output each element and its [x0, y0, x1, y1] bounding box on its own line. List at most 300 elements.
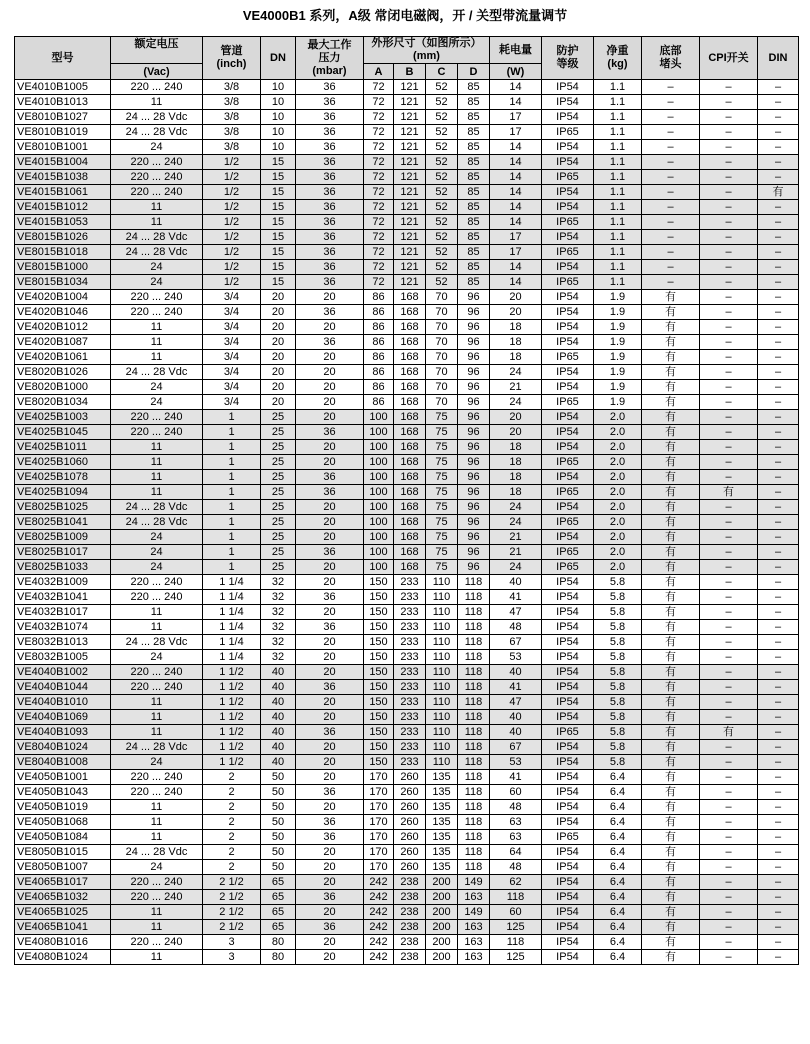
cell-protection: IP54 — [542, 230, 594, 245]
cell-protection: IP54 — [542, 770, 594, 785]
cell-dim-b: 168 — [394, 425, 426, 440]
cell-bottom-plug: 有 — [642, 590, 700, 605]
cell-protection: IP54 — [542, 860, 594, 875]
cell-dn: 25 — [261, 470, 296, 485]
cell-protection: IP54 — [542, 905, 594, 920]
cell-dim-c: 52 — [426, 95, 458, 110]
cell-dim-a: 150 — [364, 695, 394, 710]
cell-dim-b: 168 — [394, 530, 426, 545]
cell-din: – — [758, 710, 799, 725]
cell-pipe: 3/4 — [203, 320, 261, 335]
cell-dim-d: 118 — [458, 755, 490, 770]
cell-dim-d: 85 — [458, 260, 490, 275]
cell-cpi-switch: – — [700, 575, 758, 590]
cell-weight: 6.4 — [594, 845, 642, 860]
cell-dim-a: 86 — [364, 305, 394, 320]
cell-weight: 5.8 — [594, 710, 642, 725]
cell-weight: 6.4 — [594, 935, 642, 950]
cell-pressure: 20 — [296, 395, 364, 410]
cell-protection: IP65 — [542, 395, 594, 410]
cell-dim-c: 135 — [426, 815, 458, 830]
cell-pipe: 3/4 — [203, 380, 261, 395]
cell-bottom-plug: 有 — [642, 710, 700, 725]
cell-dn: 50 — [261, 830, 296, 845]
cell-power: 60 — [490, 905, 542, 920]
cell-pipe: 1/2 — [203, 215, 261, 230]
cell-model: VE4032B1074 — [15, 620, 111, 635]
cell-cpi-switch: – — [700, 530, 758, 545]
cell-dn: 50 — [261, 845, 296, 860]
cell-dim-c: 52 — [426, 80, 458, 95]
cell-dim-b: 121 — [394, 260, 426, 275]
cell-model: VE8025B1025 — [15, 500, 111, 515]
cell-dim-a: 242 — [364, 935, 394, 950]
table-row — [15, 710, 799, 725]
cell-din: – — [758, 920, 799, 935]
cell-pipe: 1 1/4 — [203, 605, 261, 620]
cell-dim-d: 85 — [458, 125, 490, 140]
cell-cpi-switch: – — [700, 455, 758, 470]
cell-protection: IP54 — [542, 680, 594, 695]
cell-cpi-switch: – — [700, 740, 758, 755]
cell-pipe: 2 — [203, 860, 261, 875]
cell-dim-a: 72 — [364, 230, 394, 245]
cell-pressure: 20 — [296, 515, 364, 530]
cell-pressure: 20 — [296, 755, 364, 770]
cell-protection: IP54 — [542, 815, 594, 830]
table-row — [15, 905, 799, 920]
cell-cpi-switch: – — [700, 800, 758, 815]
cell-dim-d: 96 — [458, 545, 490, 560]
cell-dn: 65 — [261, 920, 296, 935]
cell-model: VE8025B1033 — [15, 560, 111, 575]
cell-protection: IP65 — [542, 170, 594, 185]
table-row — [15, 845, 799, 860]
cell-dim-c: 70 — [426, 365, 458, 380]
cell-dim-b: 168 — [394, 350, 426, 365]
cell-din: – — [758, 230, 799, 245]
cell-model: VE4020B1012 — [15, 320, 111, 335]
cell-dim-c: 75 — [426, 410, 458, 425]
cell-weight: 1.1 — [594, 230, 642, 245]
cell-dim-a: 100 — [364, 530, 394, 545]
cell-dim-d: 96 — [458, 335, 490, 350]
cell-bottom-plug: 有 — [642, 575, 700, 590]
cell-power: 18 — [490, 470, 542, 485]
cell-dim-c: 135 — [426, 860, 458, 875]
cell-voltage: 24 ... 28 Vdc — [111, 845, 203, 860]
cell-cpi-switch: – — [700, 320, 758, 335]
header-dims — [364, 37, 490, 64]
header-plug-label2: 堵头 — [659, 58, 682, 70]
cell-dim-b: 233 — [394, 710, 426, 725]
cell-power: 18 — [490, 335, 542, 350]
cell-din: – — [758, 650, 799, 665]
table-row — [15, 590, 799, 605]
cell-dim-d: 118 — [458, 740, 490, 755]
cell-bottom-plug: 有 — [642, 890, 700, 905]
cell-model: VE8010B1019 — [15, 125, 111, 140]
cell-dim-d: 118 — [458, 860, 490, 875]
cell-dim-a: 150 — [364, 650, 394, 665]
cell-dn: 20 — [261, 365, 296, 380]
cell-dim-b: 121 — [394, 140, 426, 155]
header-din: DIN — [758, 37, 799, 80]
cell-dn: 15 — [261, 200, 296, 215]
cell-cpi-switch: – — [700, 380, 758, 395]
cell-dim-a: 150 — [364, 665, 394, 680]
table-row — [15, 635, 799, 650]
cell-dim-c: 52 — [426, 125, 458, 140]
cell-pipe: 3/4 — [203, 365, 261, 380]
cell-pressure: 36 — [296, 110, 364, 125]
cell-pipe: 1 1/4 — [203, 590, 261, 605]
cell-dim-a: 72 — [364, 140, 394, 155]
cell-cpi-switch: – — [700, 245, 758, 260]
cell-din: – — [758, 305, 799, 320]
cell-din: – — [758, 470, 799, 485]
cell-dim-a: 86 — [364, 290, 394, 305]
cell-din: – — [758, 395, 799, 410]
cell-dn: 25 — [261, 500, 296, 515]
cell-cpi-switch: – — [700, 665, 758, 680]
cell-power: 41 — [490, 590, 542, 605]
cell-dim-a: 242 — [364, 950, 394, 965]
cell-protection: IP65 — [542, 560, 594, 575]
cell-dim-a: 170 — [364, 845, 394, 860]
cell-power: 18 — [490, 350, 542, 365]
cell-voltage: 11 — [111, 710, 203, 725]
cell-cpi-switch: – — [700, 950, 758, 965]
cell-protection: IP54 — [542, 140, 594, 155]
cell-dim-c: 110 — [426, 680, 458, 695]
cell-dim-c: 70 — [426, 350, 458, 365]
cell-pressure: 20 — [296, 800, 364, 815]
cell-model: VE4040B1010 — [15, 695, 111, 710]
cell-dim-b: 121 — [394, 215, 426, 230]
cell-pipe: 2 — [203, 845, 261, 860]
cell-dim-d: 118 — [458, 635, 490, 650]
cell-pressure: 20 — [296, 560, 364, 575]
cell-dim-b: 168 — [394, 320, 426, 335]
cell-dim-c: 135 — [426, 770, 458, 785]
cell-dn: 50 — [261, 860, 296, 875]
cell-power: 118 — [490, 890, 542, 905]
cell-pressure: 36 — [296, 920, 364, 935]
cell-dim-b: 168 — [394, 395, 426, 410]
cell-voltage: 24 ... 28 Vdc — [111, 515, 203, 530]
cell-weight: 1.1 — [594, 125, 642, 140]
cell-pressure: 20 — [296, 635, 364, 650]
cell-dim-a: 100 — [364, 470, 394, 485]
cell-dn: 15 — [261, 245, 296, 260]
page-title: VE4000B1 系列，A级 常闭电磁阀，开 / 关型带流量调节 — [242, 8, 568, 23]
table-row — [15, 815, 799, 830]
cell-cpi-switch: – — [700, 365, 758, 380]
cell-voltage: 24 ... 28 Vdc — [111, 365, 203, 380]
cell-voltage: 24 — [111, 395, 203, 410]
cell-dn: 15 — [261, 230, 296, 245]
cell-power: 48 — [490, 800, 542, 815]
cell-model: VE8020B1000 — [15, 380, 111, 395]
cell-cpi-switch: – — [700, 110, 758, 125]
cell-power: 41 — [490, 680, 542, 695]
cell-pipe: 1 1/2 — [203, 665, 261, 680]
cell-pipe: 1 — [203, 515, 261, 530]
cell-protection: IP54 — [542, 200, 594, 215]
cell-dim-a: 72 — [364, 200, 394, 215]
cell-voltage: 11 — [111, 440, 203, 455]
cell-din: – — [758, 695, 799, 710]
cell-pipe: 1 1/4 — [203, 635, 261, 650]
cell-din: – — [758, 155, 799, 170]
cell-pressure: 36 — [296, 335, 364, 350]
header-dim-a: A — [364, 64, 394, 80]
cell-cpi-switch: – — [700, 95, 758, 110]
cell-dim-d: 85 — [458, 110, 490, 125]
cell-weight: 6.4 — [594, 920, 642, 935]
table-row — [15, 830, 799, 845]
cell-voltage: 11 — [111, 695, 203, 710]
cell-bottom-plug: 有 — [642, 350, 700, 365]
spec-table-body — [15, 80, 799, 965]
table-row — [15, 410, 799, 425]
cell-dn: 20 — [261, 335, 296, 350]
table-row — [15, 890, 799, 905]
cell-bottom-plug: 有 — [642, 335, 700, 350]
cell-model: VE8025B1017 — [15, 545, 111, 560]
table-row — [15, 860, 799, 875]
cell-pressure: 36 — [296, 830, 364, 845]
cell-dim-d: 118 — [458, 620, 490, 635]
cell-din: – — [758, 320, 799, 335]
cell-din: – — [758, 620, 799, 635]
cell-pipe: 1 — [203, 500, 261, 515]
cell-dim-a: 72 — [364, 260, 394, 275]
cell-dn: 40 — [261, 665, 296, 680]
cell-dn: 10 — [261, 110, 296, 125]
cell-voltage: 11 — [111, 920, 203, 935]
cell-weight: 1.1 — [594, 215, 642, 230]
cell-bottom-plug: – — [642, 275, 700, 290]
cell-dim-a: 100 — [364, 515, 394, 530]
table-row — [15, 185, 799, 200]
cell-dim-d: 96 — [458, 350, 490, 365]
cell-pipe: 1 1/4 — [203, 620, 261, 635]
cell-protection: IP54 — [542, 710, 594, 725]
cell-din: – — [758, 845, 799, 860]
cell-protection: IP54 — [542, 890, 594, 905]
cell-voltage: 24 — [111, 560, 203, 575]
cell-pressure: 20 — [296, 575, 364, 590]
cell-voltage: 220 ... 240 — [111, 575, 203, 590]
header-pipe-label: 管道 — [220, 45, 243, 57]
cell-dim-d: 163 — [458, 935, 490, 950]
header-pipe-unit: (inch) — [216, 58, 247, 70]
cell-dim-d: 85 — [458, 245, 490, 260]
cell-power: 17 — [490, 110, 542, 125]
cell-pressure: 36 — [296, 890, 364, 905]
cell-dim-c: 75 — [426, 560, 458, 575]
cell-dim-d: 96 — [458, 395, 490, 410]
table-row — [15, 620, 799, 635]
cell-power: 67 — [490, 740, 542, 755]
cell-cpi-switch: – — [700, 905, 758, 920]
cell-dn: 10 — [261, 140, 296, 155]
cell-cpi-switch: – — [700, 635, 758, 650]
cell-pipe: 2 1/2 — [203, 890, 261, 905]
cell-voltage: 220 ... 240 — [111, 305, 203, 320]
cell-pipe: 1/2 — [203, 200, 261, 215]
header-dn: DN — [261, 37, 296, 80]
cell-weight: 1.1 — [594, 245, 642, 260]
cell-dim-b: 168 — [394, 365, 426, 380]
cell-dim-a: 170 — [364, 785, 394, 800]
cell-dim-b: 233 — [394, 725, 426, 740]
header-dim-b: B — [394, 64, 426, 80]
cell-voltage: 11 — [111, 605, 203, 620]
cell-dim-b: 168 — [394, 500, 426, 515]
cell-protection: IP54 — [542, 260, 594, 275]
cell-voltage: 24 — [111, 380, 203, 395]
cell-cpi-switch: – — [700, 680, 758, 695]
cell-cpi-switch: – — [700, 755, 758, 770]
cell-pressure: 36 — [296, 545, 364, 560]
cell-dn: 15 — [261, 260, 296, 275]
cell-model: VE4010B1005 — [15, 80, 111, 95]
header-voltage: 额定电压 — [111, 37, 203, 64]
table-row — [15, 785, 799, 800]
cell-bottom-plug: – — [642, 125, 700, 140]
table-row — [15, 290, 799, 305]
cell-power: 41 — [490, 770, 542, 785]
cell-pressure: 20 — [296, 845, 364, 860]
cell-pipe: 1/2 — [203, 275, 261, 290]
cell-dim-d: 118 — [458, 770, 490, 785]
cell-voltage: 11 — [111, 950, 203, 965]
cell-model: VE4010B1013 — [15, 95, 111, 110]
cell-voltage: 11 — [111, 485, 203, 500]
cell-din: – — [758, 785, 799, 800]
cell-dim-b: 233 — [394, 665, 426, 680]
table-row — [15, 800, 799, 815]
cell-dim-b: 233 — [394, 740, 426, 755]
table-row — [15, 650, 799, 665]
cell-dim-d: 163 — [458, 950, 490, 965]
header-protection-label2: 等级 — [556, 58, 579, 70]
cell-power: 20 — [490, 290, 542, 305]
cell-cpi-switch: – — [700, 830, 758, 845]
cell-dim-a: 72 — [364, 95, 394, 110]
cell-model: VE8025B1009 — [15, 530, 111, 545]
cell-model: VE4050B1068 — [15, 815, 111, 830]
cell-dim-d: 96 — [458, 320, 490, 335]
cell-pressure: 20 — [296, 650, 364, 665]
cell-voltage: 220 ... 240 — [111, 425, 203, 440]
cell-cpi-switch: – — [700, 410, 758, 425]
cell-din: – — [758, 380, 799, 395]
cell-dim-b: 121 — [394, 110, 426, 125]
cell-protection: IP54 — [542, 665, 594, 680]
cell-pressure: 36 — [296, 785, 364, 800]
cell-dn: 40 — [261, 710, 296, 725]
cell-pressure: 36 — [296, 95, 364, 110]
cell-pipe: 1 1/2 — [203, 725, 261, 740]
cell-model: VE8010B1001 — [15, 140, 111, 155]
cell-pipe: 3 — [203, 935, 261, 950]
cell-power: 14 — [490, 155, 542, 170]
cell-dim-b: 233 — [394, 635, 426, 650]
cell-dim-b: 233 — [394, 605, 426, 620]
cell-bottom-plug: 有 — [642, 365, 700, 380]
cell-pressure: 20 — [296, 770, 364, 785]
cell-model: VE4020B1087 — [15, 335, 111, 350]
cell-protection: IP54 — [542, 185, 594, 200]
cell-model: VE8015B1034 — [15, 275, 111, 290]
cell-dim-a: 100 — [364, 485, 394, 500]
cell-dim-b: 233 — [394, 755, 426, 770]
cell-power: 40 — [490, 665, 542, 680]
cell-voltage: 11 — [111, 455, 203, 470]
cell-dim-a: 72 — [364, 185, 394, 200]
cell-protection: IP54 — [542, 755, 594, 770]
table-row — [15, 80, 799, 95]
cell-pressure: 36 — [296, 155, 364, 170]
table-row — [15, 320, 799, 335]
cell-power: 24 — [490, 500, 542, 515]
cell-dim-a: 242 — [364, 905, 394, 920]
cell-pressure: 20 — [296, 380, 364, 395]
cell-weight: 1.1 — [594, 155, 642, 170]
cell-weight: 2.0 — [594, 485, 642, 500]
cell-dn: 32 — [261, 605, 296, 620]
cell-bottom-plug: 有 — [642, 530, 700, 545]
cell-model: VE8032B1005 — [15, 650, 111, 665]
cell-dim-d: 96 — [458, 515, 490, 530]
cell-power: 14 — [490, 140, 542, 155]
cell-pressure: 36 — [296, 245, 364, 260]
cell-power: 17 — [490, 125, 542, 140]
cell-dim-d: 85 — [458, 155, 490, 170]
cell-dn: 25 — [261, 440, 296, 455]
cell-din: – — [758, 485, 799, 500]
cell-pressure: 20 — [296, 320, 364, 335]
cell-pipe: 3/4 — [203, 290, 261, 305]
header-weight-label: 净重 — [606, 45, 629, 57]
cell-dn: 40 — [261, 725, 296, 740]
cell-dim-b: 168 — [394, 440, 426, 455]
cell-weight: 5.8 — [594, 605, 642, 620]
cell-cpi-switch: – — [700, 305, 758, 320]
cell-cpi-switch: – — [700, 695, 758, 710]
cell-dn: 40 — [261, 740, 296, 755]
cell-bottom-plug: 有 — [642, 455, 700, 470]
cell-dim-b: 233 — [394, 695, 426, 710]
cell-pressure: 36 — [296, 275, 364, 290]
cell-dim-c: 75 — [426, 455, 458, 470]
cell-model: VE8025B1041 — [15, 515, 111, 530]
cell-dim-c: 75 — [426, 500, 458, 515]
cell-din: – — [758, 245, 799, 260]
cell-bottom-plug: – — [642, 185, 700, 200]
cell-dim-a: 150 — [364, 635, 394, 650]
header-bottom-plug — [642, 37, 700, 80]
cell-power: 17 — [490, 245, 542, 260]
cell-dim-c: 200 — [426, 950, 458, 965]
cell-pipe: 2 — [203, 770, 261, 785]
cell-pipe: 1 — [203, 440, 261, 455]
cell-power: 47 — [490, 695, 542, 710]
